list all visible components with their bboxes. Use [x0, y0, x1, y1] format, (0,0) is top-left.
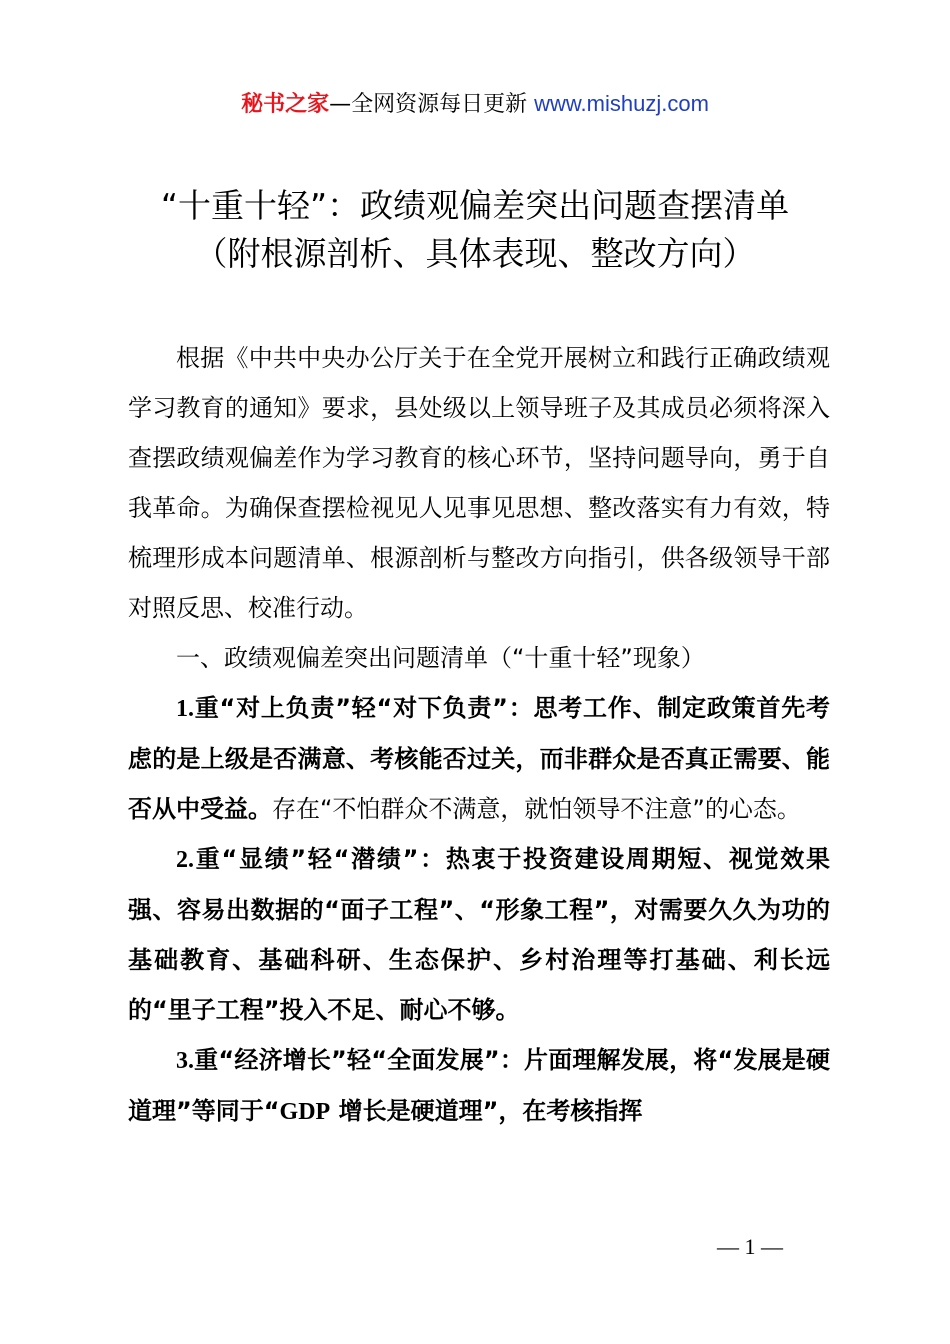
title-line-1: “十重十轻”：政绩观偏差突出问题查摆清单 [160, 186, 790, 225]
item-1-bold-text: 重“对上负责”轻“对下负责”：思考工作、制定政策首先考虑的是上级是否满意、考核能否过关，而非群众是否真正需要、能否从中受益。 [128, 694, 830, 823]
item-2 [128, 834, 830, 1035]
item-2-number: 2. [176, 847, 194, 873]
document-body [128, 333, 830, 1137]
page-number: — 1 — [717, 1234, 783, 1259]
item-3 [128, 1035, 830, 1137]
intro-paragraph: 根据《中共中央办公厅关于在全党开展树立和践行正确政绩观学习教育的通知》要求，县处级以上领导班子及其成员必须将深入查摆政绩观偏差作为学习教育的核心环节，坚持问题导向，勇于自我革命。为确保查摆检视见人见事见思想、整改落实有力有效，特梳理形成本问题清单、根源剖析与整改方向指引，供各级领导干部对照反思、校准行动。 [128, 344, 830, 622]
item-1 [128, 683, 830, 834]
item-1-text: 存在“不怕群众不满意，就怕领导不注意”的心态。 [272, 795, 801, 823]
item-3-bold-text-b: 增长是硬道理”，在考核指挥 [330, 1097, 643, 1125]
item-1-number: 1. [176, 696, 194, 722]
item-3-number: 3. [176, 1048, 194, 1074]
section-heading-1: 一、政绩观偏差突出问题清单（“十重十轻”现象） [176, 644, 705, 672]
header-slogan: —全网资源每日更新 [329, 92, 535, 117]
item-3-bold-text-a: 重“经济增长”轻“全面发展”：片面理解发展，将“发展是硬道理”等同于“ [128, 1046, 830, 1125]
site-url-link[interactable]: www.mishuzj.com [534, 91, 709, 116]
site-header [0, 88, 950, 121]
document-title [0, 182, 950, 278]
item-3-gdp: GDP [279, 1099, 331, 1125]
item-2-bold-text: 重“显绩”轻“潜绩”：热衷于投资建设周期短、视觉效果强、容易出数据的“面子工程”、“形象工程”，对需要久久为功的基础教育、基础科研、生态保护、乡村治理等打基础、利长远的“里子工程”投入不足、耐心不够。 [128, 845, 830, 1024]
title-line-2: （附根源剖析、具体表现、整改方向） [194, 234, 756, 273]
brand-name: 秘书之家 [241, 92, 330, 117]
